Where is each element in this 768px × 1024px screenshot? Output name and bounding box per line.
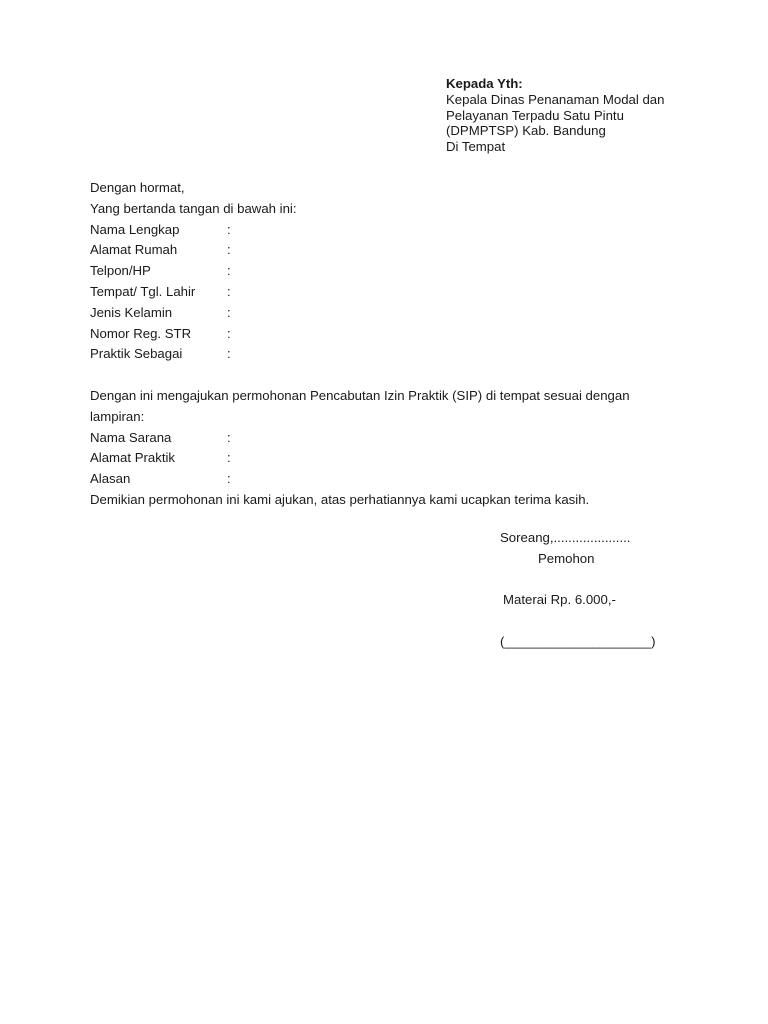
letter-body xyxy=(90,178,690,511)
addressee-line: Kepala Dinas Penanaman Modal dan xyxy=(446,91,665,107)
field-row xyxy=(90,324,690,345)
field-label: Nama Sarana xyxy=(90,429,172,445)
field-separator: : xyxy=(227,346,231,362)
place-date: Soreang,..................... xyxy=(500,530,631,545)
field-label: Nomor Reg. STR xyxy=(90,325,192,341)
field-row xyxy=(90,240,690,261)
addressee-line: Di Tempat xyxy=(446,139,506,155)
field-separator: : xyxy=(227,471,231,487)
field-label: Nama Lengkap xyxy=(90,221,180,237)
field-row xyxy=(90,220,690,241)
field-row xyxy=(90,469,690,490)
field-row xyxy=(90,261,690,282)
paragraph-gap xyxy=(90,365,690,386)
field-separator: : xyxy=(227,450,231,466)
field-separator: : xyxy=(227,429,231,445)
field-label: Alasan xyxy=(90,471,131,487)
field-label: Alamat Rumah xyxy=(90,242,178,258)
request-text: Dengan ini mengajukan permohonan Pencabutan Izin Praktik (SIP) di tempat sesuai dengan xyxy=(90,387,630,403)
signature-gap xyxy=(500,611,655,632)
addressee-line: Pelayanan Terpadu Satu Pintu xyxy=(446,107,624,123)
field-label: Alamat Praktik xyxy=(90,450,176,466)
field-separator: : xyxy=(227,325,231,341)
signature-name-line: (____________________) xyxy=(500,633,656,649)
request-text-continued: lampiran: xyxy=(90,408,145,424)
addressee-heading: Kepada Yth: xyxy=(446,76,523,91)
field-row xyxy=(90,303,690,324)
signature-gap xyxy=(500,570,655,591)
field-row xyxy=(90,448,690,469)
field-separator: : xyxy=(227,304,231,320)
field-label: Tempat/ Tgl. Lahir xyxy=(90,283,196,299)
signer-role: Pemohon xyxy=(538,550,595,566)
addressee-block xyxy=(446,76,664,155)
field-separator: : xyxy=(227,221,231,237)
greeting: Dengan hormat, xyxy=(90,180,185,195)
intro-text: Yang bertanda tangan di bawah ini: xyxy=(90,200,297,216)
signature-block xyxy=(500,528,655,653)
field-row xyxy=(90,428,690,449)
field-row xyxy=(90,344,690,365)
field-label: Praktik Sebagai xyxy=(90,346,183,362)
field-separator: : xyxy=(227,283,231,299)
field-row xyxy=(90,282,690,303)
closing-text: Demikian permohonan ini kami ajukan, atas perhatiannya kami ucapkan terima kasih. xyxy=(90,491,590,507)
field-separator: : xyxy=(227,242,231,258)
stamp-duty-note: Materai Rp. 6.000,- xyxy=(503,592,616,608)
field-separator: : xyxy=(227,263,231,279)
field-label: Telpon/HP xyxy=(90,263,151,279)
addressee-line: (DPMPTSP) Kab. Bandung xyxy=(446,123,606,139)
field-label: Jenis Kelamin xyxy=(90,304,173,320)
